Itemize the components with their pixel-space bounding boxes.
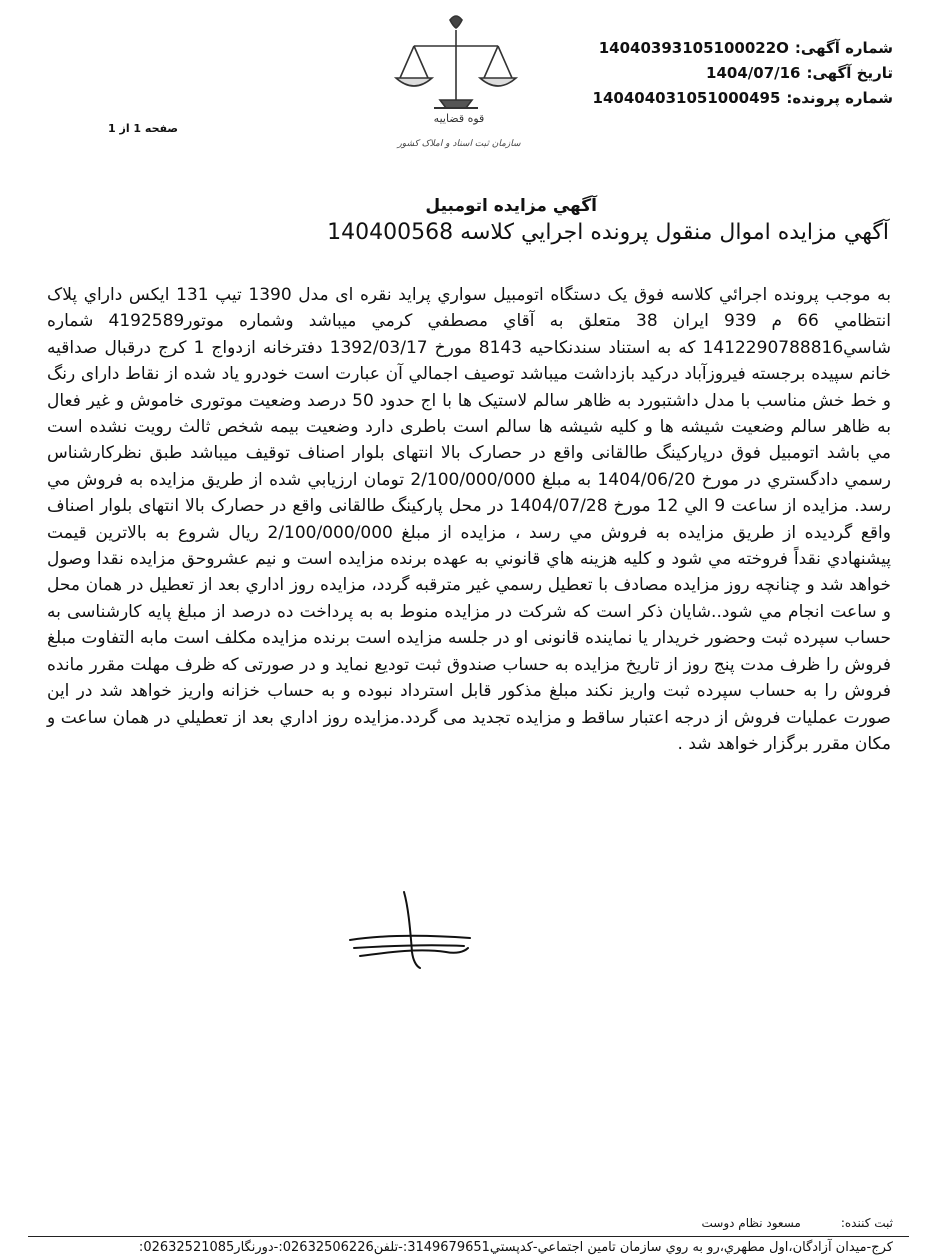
page-subtitle: آگهي مزايده اموال منقول پرونده اجرايي كلاسه 140400568 (327, 220, 889, 245)
page-title: آگهي مزايده اتومبيل (425, 196, 597, 216)
notice-date-label: تاریخ آگهی: (806, 64, 893, 82)
file-number-label: شماره پرونده: (786, 89, 893, 107)
registrar-label: ثبت كننده: (840, 1216, 893, 1230)
file-number-row (573, 86, 893, 111)
notice-meta (573, 36, 893, 111)
page-indicator: صفحه 1 از 1 (108, 122, 179, 135)
emblem-text: قوه قضاییه (433, 112, 485, 125)
notice-number-label: شماره آگهی: (794, 39, 893, 57)
footer-divider (28, 1236, 909, 1237)
notice-body: به موجب پرونده اجرائي كلاسه فوق یک دستگاه اتومبيل سواري پرايد نقره ای مدل 1390 تيپ 131 ايکس داراي پلاک انتظامي 66 م 939 ايران 38 متعلق به آقاي مصطفي كرمي ميباشد وشماره موتور4192589 شماره شاسي1412290788816 که به استناد سندنكاحيه 8143 مورخ 1392/03/17 دفترخانه ازدواج 1 كرج درقبال صداقيه خانم سپيده برجسته فيروزآباد دركيد بازداشت ميباشد توصيف اجمالي آن عبارت است خودرو ياد شده از نقاط دارای رنگ و خط خش مناسب با مدل داشتبورد به ظاهر سالم لاستيک ها با اج حدود 50 درصد وضعيت موتوری خاموش و غير فعال به ظاهر سالم وضعيت شيشه ها و كليه شيشه ها سالم است باطری دارد وضعيت بيمه شخص ثالث رويت نشده است مي باشد اتومبيل فوق درپاركينگ طالقانی واقع در حصارک بالا انتهای بلوار اصناف توقيف ميباشد طبق نظركارشناس رسمي دادگستري در مورخ 1404/06/20 به مبلغ 2/100/000/000 تومان ارزيابي شده از طريق مزايده به فروش مي رسد. مزايده از ساعت 9 الي 12 مورخ 1404/07/28 در محل پاركينگ طالقانی واقع در حصارک بالا انتهای بلوار اصناف واقع گرديده از طريق مزايده به فروش مي رسد ، مزايده از مبلغ 2/100/000/000 ريال شروع به بالاترين قيمت پيشنهادي نقداً فروخته مي شود و كليه هزينه هاي قانوني به عهده برنده مزايده است و نيم عشروحق مزايده نقدا وصول خواهد شد و چنانچه روز مزايده مصادف با تعطيل رسمي غير مترقبه گردد، مزايده روز اداري بعد از تعطيل در همان محل و ساعت انجام مي شود..شايان ذكر است كه شركت در مزايده منوط به به پرداخت ده درصد از مبلغ پايه كارشناسی به حساب سپرده ثبت وحضور خريدار يا نماينده قانونی او در جلسه مزايده است برنده مزايده مكلف است مابه التفاوت مبلغ فروش را ظرف مدت پنج روز از تاريخ مزايده به حساب صندوق ثبت توديع نمايد و در صورتی كه ظرف مهلت مقرر مانده فروش را به حساب سپرده ثبت واريز نكند مبلغ مذكور قابل استرداد نبوده و به حساب خزانه واريز خواهد شد در اين صورت عمليات فروش از درجه اعتبار ساقط و مزايده تجديد می گردد.مزايده روز اداري بعد از تعطيلي در همان ساعت و مكان مقرر برگزار خواهد شد . (47, 285, 892, 754)
registrar (702, 1216, 894, 1230)
footer-address: كرج-ميدان آزادگان،اول مطهري،رو به روي سازمان تامين اجتماعي-كدپستي3149679651:-تلفن02632506226:-دورنگار02632521085: (138, 1240, 893, 1255)
emblem-subtext: سازمان ثبت اسناد و املاک کشور (397, 139, 521, 149)
registrar-name: مسعود نظام دوست (701, 1216, 801, 1230)
signature-icon (346, 886, 476, 976)
notice-number: 14040393105100022O (598, 39, 789, 57)
notice-number-row (573, 36, 893, 61)
notice-date: 1404/07/16 (706, 64, 801, 82)
file-number: 140404031051000495 (592, 89, 781, 107)
judiciary-emblem-icon (384, 8, 534, 158)
notice-date-row (573, 61, 893, 86)
